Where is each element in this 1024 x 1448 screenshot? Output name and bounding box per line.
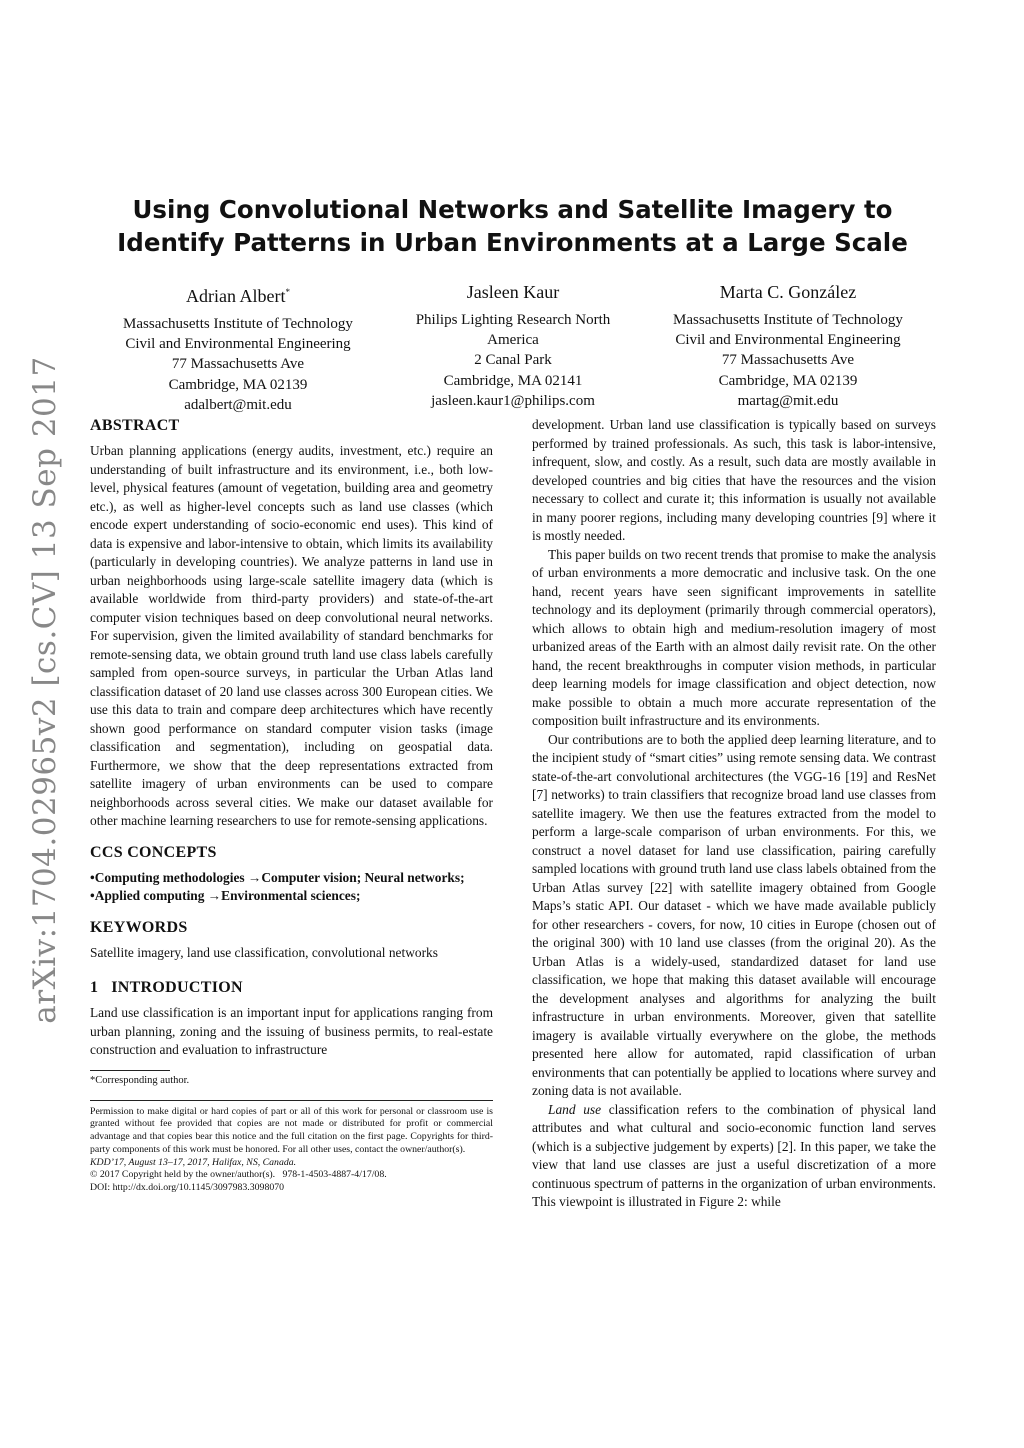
permission-text: Permission to make digital or hard copies of part or all of this work for personal or classroom use is granted without fee provided that copies are not made or distributed for profit or commercial advantage and that copies bear this notice and the full citation on the first page. Copyrights for third-party components of this work must be honored. For all other uses, contact the owner/author(s). — [90, 1105, 493, 1155]
author-block — [643, 281, 933, 411]
affiliation-line: Massachusetts Institute of Technology — [673, 312, 903, 328]
ccs-text: •Computing methodologies →Computer vision; Neural networks; •Applied computing →Environmental sciences; — [90, 869, 465, 903]
abstract-heading: ABSTRACT — [90, 417, 180, 434]
address-line: 77 Massachusetts Ave — [171, 356, 305, 373]
author-email: martag@mit.edu — [737, 392, 839, 409]
author-block — [93, 281, 383, 415]
permission-block — [90, 1100, 493, 1196]
affiliation-line: Civil and Environmental Engineering — [125, 336, 351, 353]
body-paragraph: Our contributions are to both the applied deep learning literature, and to the incipient study of “smart cities” using remote sensing data. We contrast state-of-the-art convolutional architectures (the VGG-16 [19] and ResNet [7] networks) to train classifiers that recognize broad land use classes from satellite imagery. We then use the features extracted from the model to perform a large-scale comparison of urban environments. For this, we construct a novel dataset for land use classification, pairing carefully sampled locations with ground truth land use class labels obtained from the Urban Atlas survey [22] with satellite imagery obtained from Google Maps’s static API. Our dataset - which we have made available publicly for other researchers - covers, for now, 10 cities in Europe (chosen out of the original 300) with 10 land use classes (from the original 20). As the Urban Atlas is a widely-used, standardized dataset for land use classification, we hope that making this dataset available will encourage the development analyses and algorithms for analyzing the built infrastructure in urban environments. Moreover, given that satellite imagery is available virtually everywhere on the globe, the methods presented here allow for automated, rapid classification of urban environments that can potentially be applied to locations where survey and zoning data is not available. — [532, 731, 936, 1098]
abstract-text: Urban planning applications (energy audits, investment, etc.) require an understanding of built infrastructure and its environment, i.e., both low-level, physical features (amount of vegetation, building area and geometry etc.), as well as higher-level concepts such as land use classes (which encode expert understanding of socio-economic end uses). This kind of data is expensive and labor-intensive to obtain, which limits its availability (particularly in developing countries). We analyze patterns in land use in urban neighborhoods using large-scale satellite imagery data (which is available worldwide from third-party providers) and state-of-the-art computer vision techniques based on deep convolutional neural networks. For supervision, given the limited availability of standard benchmarks for remote-sensing data, we obtain ground truth land use class labels carefully sampled from open-source surveys, in particular the Urban Atlas land classification dataset of 20 land use classes across 300 European cities. We use this data to train and compare deep architectures which have recently shown good performance on standard computer vision tasks (image classification and segmentation), including on geospatial data. Furthermore, we show that the deep representations extracted from satellite imagery of urban environments can be used to compare neighborhoods across several cities. We make our dataset available for other machine learning researchers to use for remote-sensing applications. — [90, 443, 493, 828]
body-paragraph: development. Urban land use classification is typically based on surveys performed by trained professionals. As such, this task is labor-intensive, infrequent, slow, and costly. As a result, such data are mostly available in developed countries and big cities that have the resources and the vision necessary to collect and curate it; this information is usually not available in many poorer regions, including many developing countries [9] where it is mostly needed. — [532, 417, 936, 543]
conference-line: KDD’17, August 13–17, 2017, Halifax, NS, Canada. — [90, 1156, 297, 1168]
paper-title: Using Convolutional Networks and Satellite Imagery to Identify Patterns in Urban Environments at a Large Scale — [117, 195, 908, 257]
footnote-corresponding: *Corresponding author. — [90, 1074, 190, 1086]
ccs-heading: CCS CONCEPTS — [90, 843, 217, 861]
arxiv-identifier: arXiv:1704.02965v2 [cs.CV] 13 Sep 2017 — [27, 356, 63, 1024]
introduction-heading: 1 INTRODUCTION — [90, 979, 243, 996]
copyright-line: © 2017 Copyright held by the owner/author(s). 978-1-4503-4887-4/17/08. — [90, 1169, 387, 1181]
affiliation-line: America — [487, 332, 539, 349]
italic-term: Land use — [548, 1101, 602, 1117]
author-block — [368, 281, 658, 411]
author-name: Jasleen Kaur — [466, 282, 560, 302]
footnote-rule — [90, 1070, 170, 1071]
introduction-text: Land use classification is an important input for applications ranging from urban planning, zoning and the issuing of business permits, to real-estate construction and evaluation to infrastructure — [90, 1005, 493, 1057]
affiliation-line: Massachusetts Institute of Technology — [123, 316, 353, 332]
affiliation-line: Philips Lighting Research North — [415, 312, 611, 328]
address-line: 2 Canal Park — [474, 352, 552, 369]
body-paragraph: This paper builds on two recent trends that promise to make the analysis of urban environments a more democratic and inclusive task. On the one hand, recent years have seen significant improvements in satellite technology and its deployment (primarily through commercial operators), which allows to obtain high and medium-resolution imagery of most urbanized areas of the Earth with an almost daily revisit rate. On the other hand, the recent breakthroughs in computer vision methods, in particular deep learning models for image classification and object detection, now make possible to obtain a much more accurate representation of the composition built infrastructure and its environments. — [532, 546, 936, 728]
arxiv-sidebar — [10, 356, 80, 1024]
author-name: Adrian Albert* — [186, 286, 290, 306]
body-paragraph: Land use classification refers to the combination of physical land attributes and what cultural and socio-economic function land serves (which is a subjective judgement by experts) [2]. In this paper, we take the view that land use classes are just a useful discretization of a more continuous spectrum of patterns in the organization of urban environments. This viewpoint is illustrated in Figure 2: while — [532, 1101, 936, 1209]
author-name: Marta C. González — [719, 282, 857, 302]
keywords-text: Satellite imagery, land use classification, convolutional networks — [90, 944, 438, 960]
doi-line: DOI: http://dx.doi.org/10.1145/3097983.3098070 — [90, 1182, 285, 1194]
address-line: Cambridge, MA 02139 — [168, 376, 308, 393]
author-email: adalbert@mit.edu — [184, 396, 292, 413]
address-line: Cambridge, MA 02139 — [718, 372, 858, 389]
keywords-heading: KEYWORDS — [90, 918, 188, 936]
affiliation-line: Civil and Environmental Engineering — [675, 332, 901, 349]
right-column — [532, 416, 936, 1212]
author-email: jasleen.kaur1@philips.com — [431, 392, 595, 409]
address-line: Cambridge, MA 02141 — [443, 372, 583, 389]
address-line: 77 Massachusetts Ave — [721, 352, 855, 369]
left-column — [90, 416, 493, 1195]
